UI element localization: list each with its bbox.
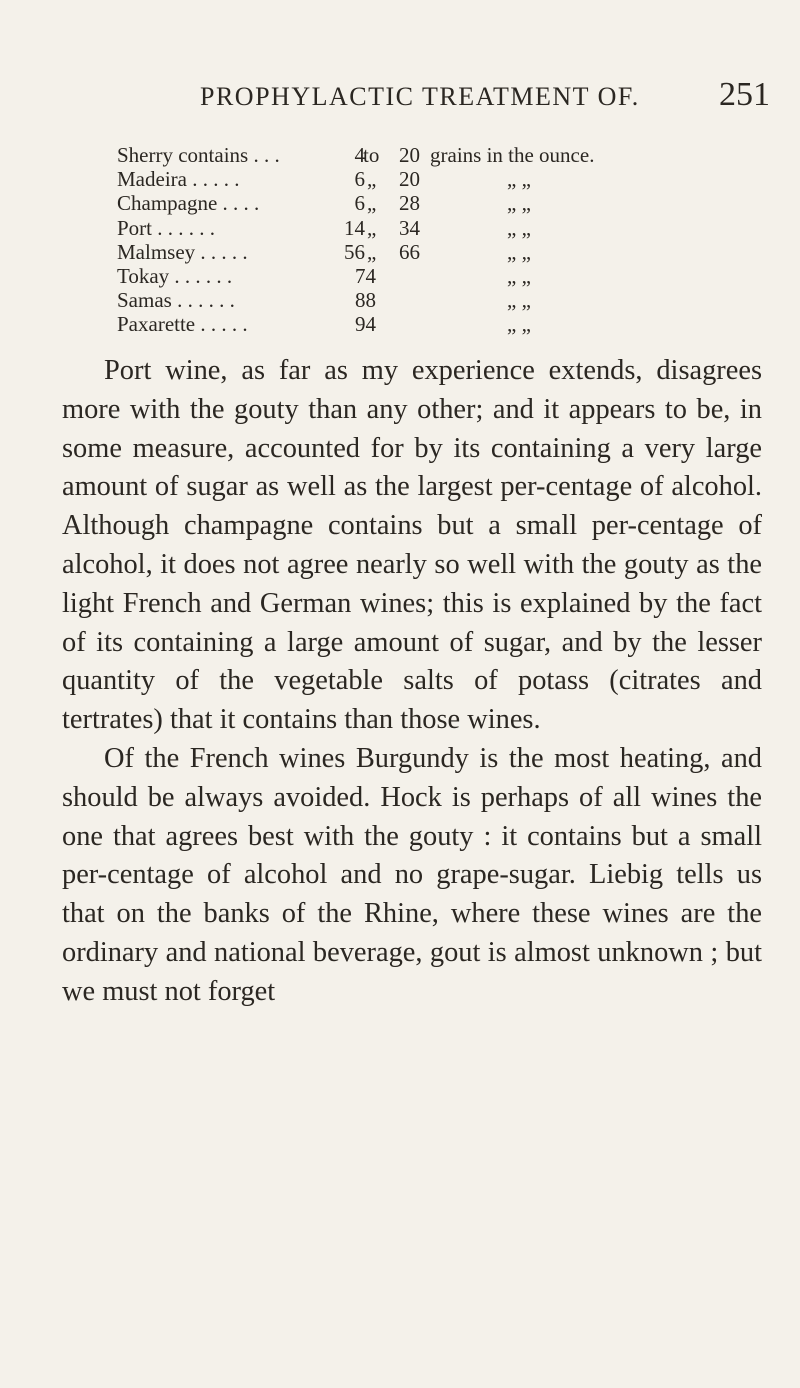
unit-label: „ „ [507, 239, 531, 264]
wine-name: Sherry contains . . . [117, 143, 280, 167]
unit-label: „ „ [507, 191, 531, 216]
table-row [117, 143, 757, 167]
table-row [117, 240, 757, 264]
range-separator: „ [367, 215, 377, 240]
range-to: 28 [399, 191, 420, 216]
page-header [200, 76, 770, 120]
table-row [117, 288, 757, 312]
range-separator: „ [367, 167, 377, 192]
range-separator: „ [367, 239, 377, 264]
running-title: PROPHYLACTIC TREATMENT OF. [200, 82, 640, 111]
wine-name: Port . . . . . . [117, 215, 216, 240]
page-number: 251 [719, 76, 770, 113]
range-separator: to [363, 143, 380, 167]
range-from: 14 [344, 215, 365, 240]
range-to: 88 [355, 288, 376, 313]
range-to: 74 [355, 263, 376, 288]
unit-label: „ „ [507, 312, 531, 337]
range-to: 34 [399, 215, 420, 240]
table-row [117, 167, 757, 191]
range-from: 4 [354, 143, 365, 167]
wine-name: Samas . . . . . . [117, 288, 235, 313]
unit-label: grains in the ouncе. [430, 143, 595, 167]
range-separator: „ [367, 191, 377, 216]
unit-label: „ „ [507, 167, 531, 192]
unit-label: „ „ [507, 263, 531, 288]
wine-name: Champagne . . . . [117, 191, 260, 216]
body-text [62, 352, 762, 1012]
wine-name: Madeira . . . . . [117, 167, 240, 192]
wine-name: Malmsey . . . . . [117, 239, 248, 264]
range-to: 66 [399, 239, 420, 264]
table-row [117, 216, 757, 240]
unit-label: „ „ [507, 288, 531, 313]
range-from: 6 [354, 191, 365, 216]
range-to: 20 [399, 167, 420, 192]
paragraph: Of the French wines Burgundy is the most heating, and should be always avoided. Hock is perhaps of all wines the one that agrees best with the gouty : it contains but a small per-centage of alcohol and no grape-sugar. Liebig tells us that on the banks of the Rhine, where these wines are the ordinary and national beverage, gout is almost unknown ; but we must not forget [62, 742, 762, 1007]
range-from: 6 [354, 167, 365, 192]
range-to: 20 [399, 143, 420, 167]
unit-label: „ „ [507, 215, 531, 240]
paragraph: Port wine, as far as my experience extends, disagrees more with the gouty than any other; and it appears to be, in some measure, accounted for by its containing a very large amount of sugar as well as the largest per-centage of alcohol. Although champagne contains but a small per-centage of alcohol, it does not agree nearly so well with the gouty as the light French and German wines; this is explained by the fact of its containing a large amount of sugar, and by the lesser quantity of the vegetable salts of potass (citrates and tertrates) that it contains than those wines. [62, 355, 762, 736]
wine-sugar-table [117, 143, 757, 337]
wine-name: Tokay . . . . . . [117, 263, 233, 288]
table-row [117, 191, 757, 215]
range-from: 56 [344, 239, 365, 264]
table-row [117, 312, 757, 336]
wine-name: Paxarette . . . . . [117, 312, 248, 337]
table-row [117, 264, 757, 288]
range-to: 94 [355, 312, 376, 337]
